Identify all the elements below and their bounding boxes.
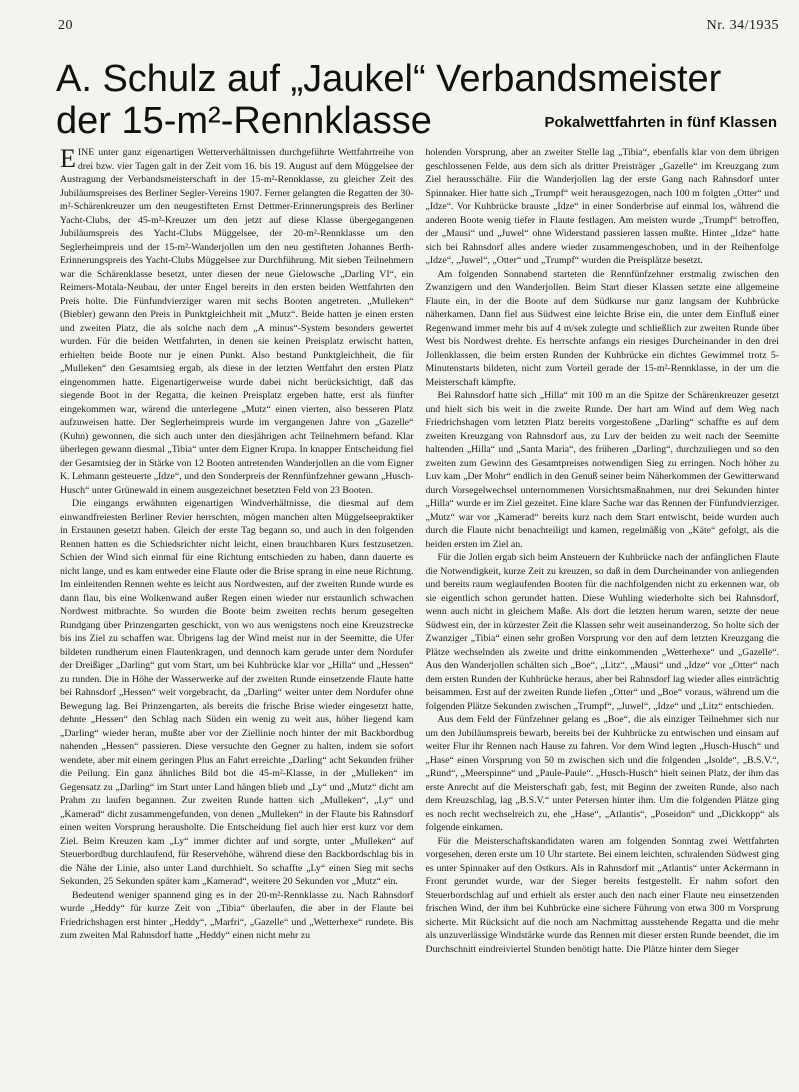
paragraph: Für die Meisterschaftskandidaten waren am folgenden Sonntag zwei Wettfahrten vorgesehen, deren erste um 10 Uhr startete. Bei einem leichten, schralenden Südwest ging es unter Spinnaker auf den Ostkurs. Als in Rahnsdorf mit „Atlantis“ unter Ackermann in Front gerundet wurde, war der Sieger bereits festgestellt. Er nahm sofort den Steuerbordschlag auf und erhielt als erster auch den nach einer Flaute neu einsetzenden frischen Wind, der ihm bei Kuhbrücke eine sichere Führung von etwa 300 m Vorsprung sicherte. Mit Rücksicht auf die noch am Nachmittag ausstehende Regatta und die mehr als unzuverlässige Windstärke wurde das Rennen mit dieser ersten Runde beendet, die im Durchschnitt eindreiviertel Stunden benötigt hatte. Die Plätze hinter dem Sieger: [425, 835, 779, 955]
paragraph: Die eingangs erwähnten eigenartigen Windverhältnisse, die diesmal auf dem einwandfreiesten Berliner Revier herrschten, mögen manchen alten Müggelseepraktiker in Erstaunen gesetzt haben. Gleich der erste Tag begann so, und auch in den folgenden Rennen hatten es die Schiedsrichter nicht leicht, einen brauchbaren Kurs festzusetzen. Schien der Wind sich einmal für eine Richtung entschieden zu haben, dann dauerte es nicht lange, und es kam entweder eine Flaute oder die Brise sprang in eine neue Richtung. Im einleitenden Rennen wehte es leicht aus Nordwesten, auf der zweiten Runde wurde es dann flau, bis eine Wolkenwand außer Regen einen wieder nur erstaunlich schwachen Nordwest mitbrachte. So wurden die Boote beim zweiten rechts herum gesegelten Rundgang über Prinzengarten geschickt, von wo aus wenigstens noch eine Kreuzstrecke bis ins Ziel zu schaffen war. Übrigens lag der Wind meist nur in der Seemitte, die Ufer bildeten rundherum einen Flautenkragen, und dennoch kam gerade unter dem Nordufer der Dreißiger „Darling“ gut vom Start, um bei Kuhbrücke klar vor „Hilla“ und „Hessen“ zu runden. Die in Höhe der Wasserwerke auf der zweiten Runde einsetzende Flaute hatte bei Rahnsdorf „Hessen“ weit vorgebracht, da „Darling“ weiter unter dem Nordufer ohne Bewegung lag. Bei Prinzengarten, als bereits die frische Brise wieder eingesetzt hatte, dehnte „Hessen“ den Schlag nach Süden ein wenig zu weit aus, höher liegend kam „Darling“ wieder heran, mußte aber vor der Ziellinie noch hinter der mit Backbordbug nahenden „Hessen“ passieren. Diese versuchte den Gegner zu halten, indem sie sofort wendete, aber mit einem geringen Plus an Fahrt erreichte „Darling“ acht Sekunden früher die Peilung. Ein ganz ähnliches Bild bot die 45-m²-Klasse, in der „Mulleken“ im Gegensatz zu „Darling“ im Start unter Land hängen blieb und „Ly“ und „Mutz“ dicht am Prahm zu laufen begannen. Zur zweiten Runde hatten sich „Mulleken“, „Ly“ und „Kamerad“ dicht zusammengefunden, von denen „Mulleken“ in der Flaute bis Rahnsdorf einen weiten Vorsprung herausholte. Die Entscheidung fiel auch hier erst kurz vor dem Ziel. Beim Kreuzen kam „Ly“ immer dichter auf und sorgte, unter „Mulleken“ auf Steuerbordbug durchlaufend, für Reservehöhe, während diese den Backbordschlag bis in die Nähe der Linie, also unter Land durchhielt. So schaffte „Ly“ einen Sieg mit sechs Sekunden, 25 Sekunden später kam „Kamerad“, weitere 20 Sekunden vor „Mutz“ ein.: [60, 498, 414, 887]
issue-number: Nr. 34/1935: [706, 18, 779, 33]
paragraph: Bei Rahnsdorf hatte sich „Hilla“ mit 100 m an die Spitze der Schärenkreuzer gesetzt und hielt sich bis weit in die zweite Runde. Der hart am Wind auf dem Weg nach Friedrichshagen vom letzten Platz bereits vorgestoßene „Darling“ schaffte es auf dem zweiten Kreuzgang von Rahnsdorf aus, zu Luv der beiden zu weit nach der Seemitte haltenden „Hilla“ und „Santa Maria“, des früheren „Darling“, durchzuliegen und so den zweiten zum Gewinn des Gesamtpreises notwendigen Sieg zu erringen. Noch höher zu Luv kam „Der Mohr“ endlich in den Genuß seiner beim Näherkommen der Gewitterwand durch Vorsegelwechsel unternommenen Vorsichtsmaßnahmen, nur drei Sekunden hinter „Hilla“ wurde er im Ziel gezeitet. Eine klare Sache war das Rennen der Fünfundvierziger. „Mutz“ war vor „Kamerad“ bereits kurz nach dem Start entwischt, beide wurden auch durch die Flaute nicht benachteiligt und kamen, regelmäßig von „Käte“ gefolgt, als die beiden ersten im Ziel an.: [425, 390, 779, 550]
title-line-1: A. Schulz auf „Jaukel“ Verbandsmeister: [56, 58, 722, 100]
drop-cap: E: [60, 146, 76, 173]
page-header: [58, 18, 779, 34]
paragraph: Aus dem Feld der Fünfzehner gelang es „Boe“, die als einziger Teilnehmer sich nur um den Jubiläumspreis bewarb, bereits bei der Kuhbrücke zu entwischen und einsam auf weiter Flur ihr Rennen nach Hause zu fahren. Vor dem Wind legten „Husch-Husch“ und „Hase“ einen Vorsprung von 50 m zwischen sich und die folgenden „Isolde“, „B.S.V.“, „Rund“, „Meerspinne“ und „Paule-Paule“. „Husch-Husch“ hielt seinen Platz, der ihm das erste Anrecht auf die Meisterschaft gab, fest, mit Beginn der zweiten Runde, also nach dem Kreuzschlag, lag „B.S.V.“ unter Petersen hinter ihm. Um die folgenden Plätze ging es noch recht wechselreich zu, ehe „Hase“, „Atlantis“, „Poseidon“ und „Dickkopp“ als folgende einkamen.: [425, 714, 779, 833]
left-column: [60, 146, 414, 1076]
article-subtitle: Pokalwettfahrten in fünf Klassen: [544, 114, 777, 131]
page-number: 20: [58, 18, 73, 33]
paragraph: holenden Vorsprung, aber an zweiter Stelle lag „Tibia“, ebenfalls klar von dem übrigen geschlossenen Felde, aus dem sich als dritter Preisträger „Gazelle“ im Kreuzgang zum Ziel herausschälte. Für die Wanderjollen lag der erste Gang nach Rahnsdorf unter Spinnaker. Hier hatte sich „Trumpf“ weit herausgezogen, nach 100 m folgten „Otter“ und „Idze“. Vor Kuhbrücke brauste „Idze“ in einer Sonderbrise auf einmal los, während die anderen Boote wenig tiefer in Flaute festlagen. Am meisten wurde „Trumpf“ betroffen, der „Mausi“ und „Juwel“ ohne Widerstand passieren lassen mußte. Hinter „Idze“ hatte sich bei Rahnsdorf alles andere wieder zusammengeschoben, und in der Reihenfolge „Idze“, „Juwel“, „Otter“ und „Trumpf“ wurden die Preisplätze besetzt.: [425, 147, 779, 266]
article-body: [60, 146, 779, 1076]
title-line-2: der 15-m²-Rennklasse: [56, 100, 432, 142]
right-column: [426, 146, 780, 1076]
paragraph: Am folgenden Sonnabend starteten die Rennfünfzehner erstmalig zwischen den Zwanzigern und den Wanderjollen. Beim Start dieser Klassen setzte eine allgemeine Flaute ein, in der die Boote auf dem Südkurse nur ganz langsam der Kuhbrücke näherkamen. Dann fiel aus Südwest eine leichte Brise ein, die unter dem Einfluß einer Regenwand immer mehr bis auf 4 m/sek zulegte und schließlich zur zweiten Runde über West bis Nordwest drehte. Es herrschte anfangs ein riesiges Durcheinander in den drei Jollenklassen, die beim ersten Runden der Kuhbrücke ein dichtes Gewimmel trotz 5-Minutenstarts bildeten, nicht zum Vorteil gerade der 15-m²-Rennklasse, in der um die Meisterschaft kämpfte.: [425, 268, 779, 388]
paragraph: Bedeutend weniger spannend ging es in der 20-m²-Rennklasse zu. Nach Rahnsdorf wurde „Heddy“ für kurze Zeit von „Tibia“ überlaufen, die aber in der Flaute bei Friedrichshagen erst hinter „Heddy“, „Marfri“, „Gazelle“ und „Wetterhexe“ rundete. Bis zum zweiten Mal Rahnsdorf hatte „Heddy“ einen nicht mehr zu: [60, 889, 414, 941]
paragraph: EINE unter ganz eigenartigen Wetterverhältnissen durchgeführte Wettfahrtreihe von drei bzw. vier Tagen galt in der Zeit vom 16. bis 19. August auf dem Müggelsee der Austragung der Verbandsmeisterschaft in der 15-m²-Rennklasse, zu gleicher Zeit des Jubiläumspreises des Berliner Segler-Vereins 1907. Ferner gelangten die Regatten der 30-m²-Schärenkreuzer um den neugestifteten Ernst Dettmer-Erinnerungspreis des Berliner Yacht-Clubs, der 45-m²-Kreuzer um den jetzt auf diese Klasse übergegangenen Jubiläumspreis des Yacht-Clubs Müggelsee, der 20-m²-Rennklasse um den Seglerheimpreis und der 15-m²-Wanderjollen um den neu gestifteten Johannes Berth-Erinnerungspreis des Yacht-Clubs Müggelsee zur Durchführung. Mit sieben Teilnehmern war die Schärenklasse besetzt, unter diesen der neue Gielowsche „Darling VI“, ein Reimers-Motala-Neubau, der unter Engel bereits in den ersten beiden Wettfahrten den Preis holte. Die Fünfundvierziger waren mit sechs Booten angetreten. „Mulleken“ (Biebler) gewann den Preis in Punktgleichheit mit „Mutz“. Beide hatten je einen ersten und zweiten Platz, die als solche nach dem „A minus“-System besonders gewertet wurden. Für die beiden Wettfahrten, in denen sie keinen Preisplatz erwischt hatten, erhielten beide Boote nur je einen Punkt. Also bestand Punktgleichheit, die für „Mulleken“ den Gesamtsieg ergab, als diese in der letzten Wettfahrt den ersten Platz eingenommen hatte. Eigenartigerweise wurde dabei nicht berücksichtigt, daß das siegende Boot in der Regatta, die keinen Preisplatz ergeben hatte, erst als fünfter eingekommen war, wärend die unterlegene „Mutz“ einen vierten, also besseren Platz aufzuweisen hatte. Der Seglerheimpreis wurde im vergangenen Jahre von „Gazelle“ (Kuhn) gewonnen, die sich auch unter den diesjährigen acht Teilnehmern befand. Klar überlegen gewann diesmal „Tibia“ unter dem Eigner Krupa. In knapper Entscheidung fiel der Gesamtsieg der in Stärke von 12 Booten antretenden Wanderjollen an die vom Eigner K. Lehmann gesteuerte „Idze“, und den Sonderpreis der Rennfünfzehner gewann „Husch-Husch“ unter Grünewald in einem ausgezeichnet besetzten Feld von 23 Booten.: [60, 146, 414, 496]
paragraph: Für die Jollen ergab sich beim Ansteuern der Kuhbrücke nach der anfänglichen Flaute die Notwendigkeit, kurze Zeit zu kreuzen, so daß in dem Durcheinander von anliegenden und bereits raum weglaufenden Booten für die nachfolgenden nicht zu erkennen war, ob sie eigentlich schon gerundet hatten. Diese Wuhling wiederholte sich bei Rahnsdorf, wenn auch nicht in gleichem Maße. Als dort die letzten herum waren, setzte der neue Südwest ein, der in kürzester Zeit die Klassen sehr weit auseinanderzog. So holte sich der Zwanziger „Tibia“ einen sehr großen Vorsprung vor den auf dem letzten Kreuzgang die Plätze wechselnden als zweite und dritte einkommenden „Wetterhexe“ und „Gazelle“. Aus den Wanderjollen schälten sich „Boe“, „Litz“, „Mausi“ und „Idze“ vor „Otter“ nach dem ersten Runden der Kuhbrücke heraus, aber bei Rahnsdorf lag wieder alles einträchtig beisammen. Erst auf der zweiten Runde liefen „Otter“ und „Boe“ voraus, während um die folgenden Plätze Sekunden zwischen „Trumpf“, „Juwel“, „Idze“ und „Litz“ entschieden.: [425, 552, 779, 712]
